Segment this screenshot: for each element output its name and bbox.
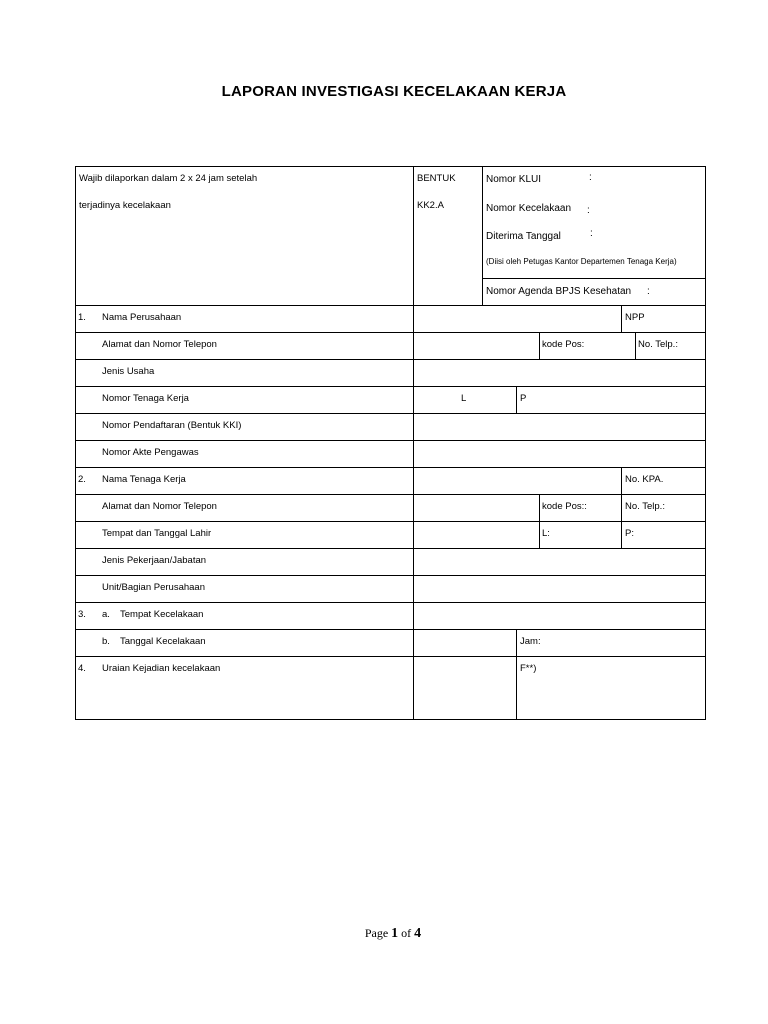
nomor-agenda-colon: :	[647, 286, 650, 297]
nomor-pendaftaran-label: Nomor Pendaftaran (Bentuk KKI)	[102, 420, 242, 431]
section-4-number: 4.	[78, 663, 86, 674]
nama-perusahaan-label: Nama Perusahaan	[102, 312, 182, 323]
divider	[413, 166, 414, 720]
jenis-pekerjaan-label: Jenis Pekerjaan/Jabatan	[102, 555, 207, 566]
tanggal-kecelakaan-label: Tanggal Kecelakaan	[120, 636, 206, 647]
officer-note: (Diisi oleh Petugas Kantor Departemen Tenaga Kerja)	[486, 257, 677, 266]
uraian-kejadian-label: Uraian Kejadian kecelakaan	[102, 663, 221, 674]
page-current: 1	[391, 926, 399, 941]
nama-tenaga-kerja-label: Nama Tenaga Kerja	[102, 474, 186, 485]
document-title: LAPORAN INVESTIGASI KECELAKAAN KERJA	[221, 83, 567, 100]
row-divider	[75, 575, 706, 576]
row-divider	[75, 413, 706, 414]
row-divider	[75, 305, 706, 306]
cell-divider	[635, 332, 636, 360]
table-border-bottom	[75, 719, 706, 720]
section-2-number: 2.	[78, 474, 86, 485]
item-b-marker: b.	[102, 636, 110, 647]
row-divider	[75, 332, 706, 333]
unit-bagian-label: Unit/Bagian Perusahaan	[102, 582, 205, 593]
nomor-kecelakaan-label: Nomor Kecelakaan	[486, 203, 572, 214]
table-border-left	[75, 166, 76, 720]
page-total: 4	[414, 926, 422, 941]
cell-divider	[621, 467, 622, 495]
section-1-number: 1.	[78, 312, 86, 323]
section-3-number: 3.	[78, 609, 86, 620]
f-mark-label: F**)	[520, 663, 537, 674]
row-divider	[75, 548, 706, 549]
of-word: of	[401, 926, 412, 940]
company-address-label: Alamat dan Nomor Telepon	[102, 339, 217, 350]
company-kode-pos-label: kode Pos:	[542, 339, 585, 350]
cell-divider	[621, 305, 622, 333]
form-code: KK2.A	[417, 200, 444, 211]
cell-divider	[621, 494, 622, 549]
page-word: Page	[364, 926, 389, 940]
row-divider	[75, 629, 706, 630]
row-divider	[75, 386, 706, 387]
cell-divider	[539, 332, 540, 360]
workers-male-label: L	[461, 393, 467, 404]
cell-divider	[516, 386, 517, 414]
workers-female-label: P	[520, 393, 527, 404]
row-divider	[75, 602, 706, 603]
cell-divider	[539, 494, 540, 549]
row-divider	[75, 359, 706, 360]
tempat-kecelakaan-label: Tempat Kecelakaan	[120, 609, 204, 620]
diterima-tanggal-colon: :	[590, 228, 593, 239]
nomor-klui-colon: :	[589, 172, 592, 183]
divider	[482, 166, 483, 306]
row-divider	[75, 656, 706, 657]
worker-no-telp-label: No. Telp.:	[625, 501, 665, 512]
table-border-top	[75, 166, 706, 167]
row-divider	[75, 521, 706, 522]
birth-p-label: P:	[625, 528, 634, 539]
row-divider	[75, 494, 706, 495]
row-divider	[75, 440, 706, 441]
worker-address-label: Alamat dan Nomor Telepon	[102, 501, 217, 512]
page-number	[0, 926, 768, 942]
nomor-kecelakaan-colon: :	[587, 205, 590, 216]
nomor-klui-label: Nomor KLUI	[486, 174, 542, 185]
npp-label: NPP	[625, 312, 645, 323]
diterima-tanggal-label: Diterima Tanggal	[486, 231, 561, 242]
jam-label: Jam:	[520, 636, 541, 647]
form-label: BENTUK	[417, 173, 456, 184]
birth-l-label: L:	[542, 528, 550, 539]
company-no-telp-label: No. Telp.:	[638, 339, 678, 350]
worker-kode-pos-label: kode Pos::	[542, 501, 587, 512]
jenis-usaha-label: Jenis Usaha	[102, 366, 155, 377]
divider	[482, 278, 706, 279]
item-a-marker: a.	[102, 609, 110, 620]
tempat-tanggal-lahir-label: Tempat dan Tanggal Lahir	[102, 528, 212, 539]
submission-note-line1: Wajib dilaporkan dalam 2 x 24 jam setelah	[79, 173, 258, 184]
cell-divider	[516, 629, 517, 720]
nomor-akte-label: Nomor Akte Pengawas	[102, 447, 199, 458]
nomor-tenaga-kerja-label: Nomor Tenaga Kerja	[102, 393, 189, 404]
nomor-agenda-label: Nomor Agenda BPJS Kesehatan	[486, 286, 632, 297]
no-kpa-label: No. KPA.	[625, 474, 664, 485]
submission-note-line2: terjadinya kecelakaan	[79, 200, 171, 211]
row-divider	[75, 467, 706, 468]
table-border-right	[705, 166, 706, 720]
